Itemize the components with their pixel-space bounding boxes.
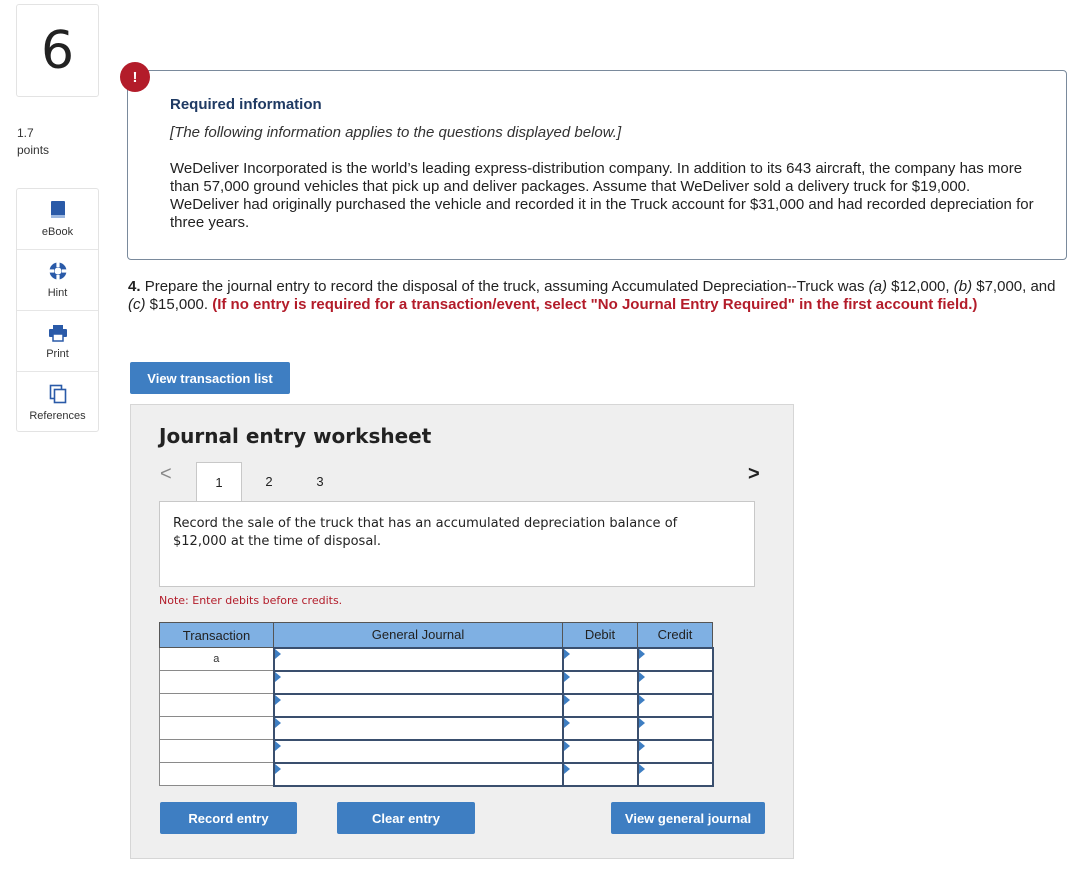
view-transaction-list-button[interactable]: View transaction list xyxy=(130,362,290,394)
debit-input[interactable] xyxy=(563,740,638,763)
credit-input[interactable] xyxy=(638,717,713,740)
question-number: 6 xyxy=(16,4,99,97)
tools-panel xyxy=(16,188,99,432)
view-general-journal-button[interactable]: View general journal xyxy=(611,802,765,834)
credit-input[interactable] xyxy=(638,671,713,694)
points-label: points xyxy=(17,143,50,157)
alert-icon: ! xyxy=(120,62,150,92)
print-label: Print xyxy=(46,348,69,360)
tab-1[interactable]: 1 xyxy=(196,462,242,502)
transaction-cell xyxy=(160,717,274,740)
journal-header-row xyxy=(160,623,713,648)
debit-input[interactable] xyxy=(563,717,638,740)
printer-icon xyxy=(48,324,68,342)
account-input[interactable] xyxy=(274,763,563,786)
hint-label: Hint xyxy=(47,287,68,299)
points-value: 1.7 xyxy=(17,126,34,140)
table-row xyxy=(160,671,713,694)
debit-input[interactable] xyxy=(563,694,638,717)
col-general-journal: General Journal xyxy=(274,623,563,648)
table-row xyxy=(160,694,713,717)
part-a-label: (a) xyxy=(868,278,887,295)
part-b-value: $7,000, and xyxy=(972,278,1056,295)
references-label: References xyxy=(29,410,86,422)
tab-2[interactable]: 2 xyxy=(265,473,273,489)
col-credit: Credit xyxy=(638,623,713,648)
record-entry-button[interactable]: Record entry xyxy=(160,802,297,834)
copy-icon xyxy=(49,384,67,404)
hint-button[interactable] xyxy=(17,250,98,311)
table-row xyxy=(160,763,713,786)
part-c-value: $15,000. xyxy=(145,296,213,313)
clear-entry-button[interactable]: Clear entry xyxy=(337,802,475,834)
worksheet-title: Journal entry worksheet xyxy=(159,424,432,448)
credit-input[interactable] xyxy=(638,648,713,671)
part-a-value: $12,000, xyxy=(887,278,954,295)
required-info-subtitle: [The following information applies to the questions displayed below.] xyxy=(170,124,622,141)
entry-description: Record the sale of the truck that has an accumulated depreciation balance of $12,000 at the time of disposal. xyxy=(173,516,678,549)
part-c-label: (c) xyxy=(128,296,146,313)
credit-input[interactable] xyxy=(638,763,713,786)
account-input[interactable] xyxy=(274,717,563,740)
table-row xyxy=(160,717,713,740)
question-instruction: (If no entry is required for a transaction/event, select "No Journal Entry Required" in the first account field.) xyxy=(212,296,978,313)
credit-input[interactable] xyxy=(638,740,713,763)
debit-input[interactable] xyxy=(563,763,638,786)
question-number-label: 4. xyxy=(128,278,141,295)
lifebuoy-icon xyxy=(48,261,68,281)
debit-input[interactable] xyxy=(563,648,638,671)
table-row xyxy=(160,648,713,671)
transaction-cell xyxy=(160,740,274,763)
required-info-body: WeDeliver Incorporated is the world’s leading express-distribution company. In addition to its 643 aircraft, the company has more than 57,000 ground vehicles that pick up and deliver packages. Assume that WeDeliver sold a delivery truck for $19,000. WeDeliver had originally purchased the vehicle and recorded it in the Truck account for $31,000 and had recorded depreciation for three years. xyxy=(170,160,1034,231)
transaction-cell xyxy=(160,763,274,786)
col-debit: Debit xyxy=(563,623,638,648)
account-input[interactable] xyxy=(274,740,563,763)
col-transaction: Transaction xyxy=(160,623,274,648)
journal-table xyxy=(159,622,714,787)
transaction-cell xyxy=(160,671,274,694)
entry-note: Note: Enter debits before credits. xyxy=(159,594,343,607)
tab-3[interactable]: 3 xyxy=(316,473,324,489)
book-icon xyxy=(49,200,67,220)
chevron-right-icon[interactable]: > xyxy=(748,463,760,485)
transaction-cell xyxy=(160,694,274,717)
chevron-left-icon[interactable]: < xyxy=(160,463,172,485)
debit-input[interactable] xyxy=(563,671,638,694)
required-info-title: Required information xyxy=(170,96,322,113)
account-input[interactable] xyxy=(274,694,563,717)
question-part-1: Prepare the journal entry to record the disposal of the truck, assuming Accumulated Depreciation--Truck was xyxy=(144,278,869,295)
ebook-label: eBook xyxy=(41,226,74,238)
table-row xyxy=(160,740,713,763)
question-text xyxy=(128,278,1068,314)
ebook-button[interactable] xyxy=(17,189,98,250)
part-b-label: (b) xyxy=(953,278,973,295)
transaction-cell: a xyxy=(160,648,274,671)
account-input[interactable] xyxy=(274,671,563,694)
credit-input[interactable] xyxy=(638,694,713,717)
account-input[interactable] xyxy=(274,648,563,671)
print-button[interactable] xyxy=(17,311,98,372)
references-button[interactable] xyxy=(17,372,98,433)
